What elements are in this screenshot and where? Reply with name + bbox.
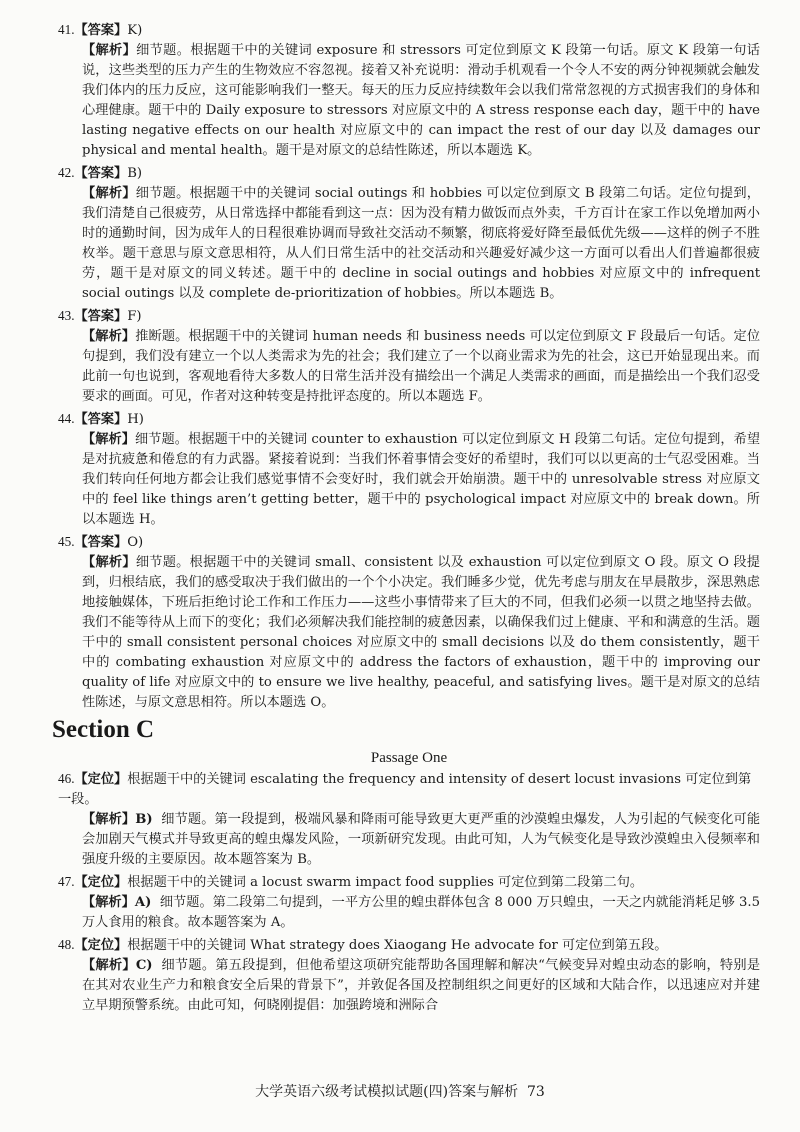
answer-label: 【答案】	[74, 23, 128, 38]
answer-letter: K)	[127, 23, 143, 38]
locate-label: 【定位】	[74, 772, 128, 787]
footer-title: 大学英语六级考试模拟试题(四)答案与解析	[255, 1084, 519, 1100]
question-item	[58, 769, 760, 870]
answer-letter: B)	[135, 812, 153, 827]
locate-text: 根据题干中的关键词 a locust swarm impact food supplies 可定位到第二段第二句。	[127, 875, 644, 890]
section-title: Section C	[52, 716, 155, 743]
item-number: 45.	[58, 534, 75, 549]
analysis-text: 细节题。第二段第二句提到，一平方公里的蝗虫群体包含 8 000 万只蝗虫，一天之内就能消耗足够 3.5 万人食用的粮食。故本题答案为 A。	[82, 895, 760, 930]
analysis-text: 细节题。第五段提到，但他希望这项研究能帮助各国理解和解决“气候变异对蝗虫动态的影响，特别是在其对农业生产力和粮食安全后果的背景下”，并敦促各国及控制组织之间更好的区域和大陆合作，以迅速应对并建立早期预警系统。由此可知，何晓刚提倡：加强跨境和洲际合	[82, 958, 761, 1013]
analysis-label: 【解析】	[82, 43, 137, 58]
answer-item	[58, 306, 760, 407]
analysis-label: 【解析】	[82, 432, 135, 447]
answer-item	[58, 163, 760, 304]
answer-item	[58, 409, 760, 530]
analysis-label: 【解析】	[82, 812, 136, 827]
answer-letter: C)	[135, 958, 153, 973]
item-number: 41.	[58, 22, 75, 37]
page-footer	[0, 1082, 800, 1102]
passage-title: Passage One	[370, 750, 448, 766]
analysis-label: 【解析】	[82, 895, 135, 910]
locate-label: 【定位】	[74, 938, 128, 953]
page-number: 73	[527, 1084, 545, 1100]
item-number: 42.	[58, 165, 75, 180]
analysis-text: 细节题。第一段提到，极端风暴和降雨可能导致更大更严重的沙漠蝗虫爆发，人为引起的气候变化可能会加剧天气模式并导致更高的蝗虫爆发风险，一项新研究发现。由此可知，人为气候变化是导致沙漠蝗虫入侵频率和强度升级的主要原因。故本题答案为 B。	[82, 812, 761, 867]
answer-item	[58, 532, 760, 713]
answer-label: 【答案】	[74, 166, 128, 181]
analysis-label: 【解析】	[82, 958, 136, 973]
locate-text: 根据题干中的关键词 What strategy does Xiaogang He advocate for 可定位到第五段。	[127, 938, 668, 953]
answer-letter: B)	[127, 166, 143, 181]
answer-letter: F)	[127, 309, 142, 324]
locate-text: 根据题干中的关键词 escalating the frequency and intensity of desert locust invasions 可定位到第一段。	[58, 772, 752, 807]
answer-label: 【答案】	[74, 309, 128, 324]
answer-letter: H)	[127, 412, 144, 427]
answer-letter: O)	[127, 535, 144, 550]
item-number: 43.	[58, 308, 75, 323]
item-number: 48.	[58, 937, 75, 952]
item-number: 47.	[58, 874, 75, 889]
analysis-text: 细节题。根据题干中的关键词 exposure 和 stressors 可定位到原文 K 段第一句话。原文 K 段第一句话说，这些类型的压力产生的生物效应不容忽视。接着又补充说明：滑动手机观看一个令人不安的两分钟视频就会触发我们体内的压力反应，这可能影响我们一整天。每天的压力反应持续数年会以我们常常忽视的方式损害我们的身体和心理健康。题干中的 Daily exposure to stressors 对应原文中的 A stress response each day，题干中的 have lasting negative effects on our health 对应原文中的 can impact the rest of our day 以及 damages our physical and mental health。题干是对原文的总结性陈述，所以本题选 K。	[82, 43, 760, 158]
answer-label: 【答案】	[74, 535, 128, 550]
answer-letter: A)	[134, 895, 152, 910]
analysis-label: 【解析】	[82, 186, 136, 201]
analysis-label: 【解析】	[82, 329, 136, 344]
question-item	[58, 935, 760, 1016]
item-number: 46.	[58, 771, 75, 786]
answer-label: 【答案】	[74, 412, 128, 427]
question-item	[58, 872, 760, 933]
locate-label: 【定位】	[74, 875, 128, 890]
analysis-text: 推断题。根据题干中的关键词 human needs 和 business needs 可以定位到原文 F 段最后一句话。定位句提到，我们没有建立一个以人类需求为先的社会；我们建立了一个以商业需求为先的社会，这已开始显现出来。而此前一句也说到，客观地看待大多数人的日常生活并没有描绘出一个满足人类需求的画面，而是描绘出一个我们忍受要求的画面。可见，作者对这种转变是持批评态度的。所以本题选 F。	[82, 329, 761, 404]
item-number: 44.	[58, 411, 75, 426]
analysis-text: 细节题。根据题干中的关键词 social outings 和 hobbies 可以定位到原文 B 段第二句话。定位句提到，我们清楚自己很疲劳，从日常选择中都能看到这一点：因为没有精力做饭而点外卖，千方百计在家工作以免增加两小时的通勤时间，因为成年人的日程很难协调而导致社交活动不频繁，彻底将爱好降至最低优先级——这样的例子不胜枚举。题干意思与原文意思相符，从人们日常生活中的社交活动和兴趣爱好减少这一方面可以看出人们普遍都很疲劳，题干是对原文的同义转述。题干中的 decline in social outings and hobbies 对应原文中的 infrequent social outings 以及 complete de-prioritization of hobbies。所以本题选 B。	[82, 186, 760, 301]
analysis-text: 细节题。根据题干中的关键词 small、consistent 以及 exhaustion 可以定位到原文 O 段。原文 O 段提到，归根结底，我们的感受取决于我们做出的一个个小决定。我们睡多少觉，优先考虑与朋友在早晨散步，深思熟虑地接触媒体，下班后拒绝讨论工作和工作压力——这些小事情带来了巨大的不同，但我们必须一以贯之地坚持去做。我们不能等待从上而下的变化；我们必须解决我们能控制的疲惫因素，以确保我们过上健康、平和和满意的生活。题干中的 small consistent personal choices 对应原文中的 small decisions 以及 do them consistently，题干中的 combating exhaustion 对应原文中的 address the factors of exhaustion，题干中的 improving our quality of life 对应原文中的 to ensure we live healthy, peaceful, and satisfying lives。题干是对原文的总结性陈述，与原文意思相符。所以本题选 O。	[82, 555, 760, 710]
analysis-text: 细节题。根据题干中的关键词 counter to exhaustion 可以定位到原文 H 段第二句话。定位句提到，希望是对抗疲惫和倦怠的有力武器。紧接着说到：当我们怀着事情会变好的希望时，我们可以以更高的士气忍受困难。当我们转向任何地方都会让我们感觉事情不会变好时，我们就会开始崩溃。题干中的 unresolvable stress 对应原文中的 feel like things aren’t getting better，题干中的 psychological impact 对应原文中的 break down。所以本题选 H。	[82, 432, 761, 527]
answer-item	[58, 20, 760, 161]
analysis-label: 【解析】	[82, 555, 136, 570]
